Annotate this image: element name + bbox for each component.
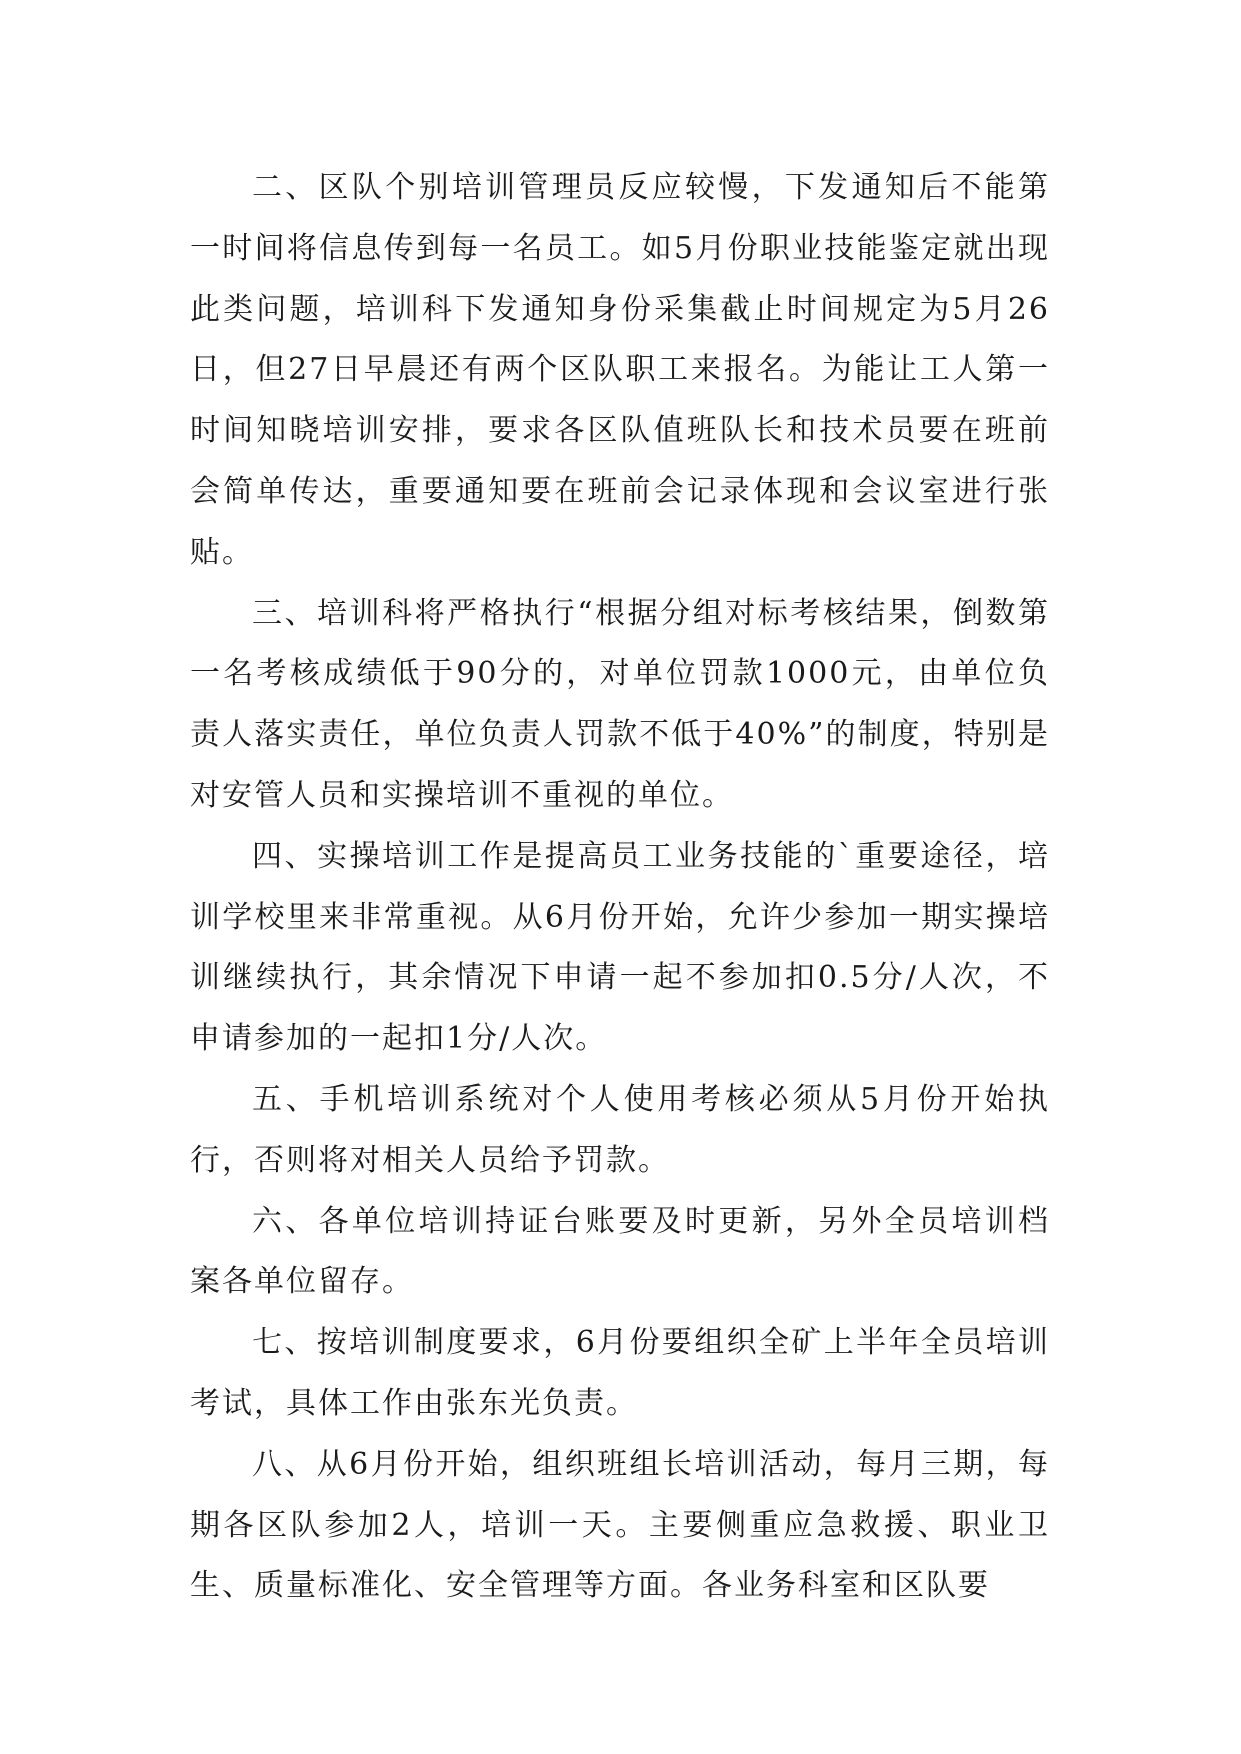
- document-body: [190, 158, 1050, 1617]
- paragraph-8: 八、从6月份开始，组织班组长培训活动，每月三期，每期各区队参加2人，培训一天。主要侧重应急救援、职业卫生、质量标准化、安全管理等方面。各业务科室和区队要: [190, 1446, 1050, 1604]
- paragraph-7: 七、按培训制度要求，6月份要组织全矿上半年全员培训考试，具体工作由张东光负责。: [190, 1325, 1050, 1421]
- paragraph-6: 六、各单位培训持证台账要及时更新，另外全员培训档案各单位留存。: [190, 1203, 1050, 1300]
- paragraph-3: 三、培训科将严格执行“根据分组对标考核结果，倒数第一名考核成绩低于90分的，对单位罚款1000元，由单位负责人落实责任，单位负责人罚款不低于40%”的制度，特别是对安管人员和实操培训不重视的单位。: [190, 595, 1050, 813]
- paragraph-5: 五、手机培训系统对个人使用考核必须从5月份开始执行，否则将对相关人员给予罚款。: [190, 1081, 1050, 1178]
- paragraph-2: 二、区队个别培训管理员反应较慢，下发通知后不能第一时间将信息传到每一名员工。如5月份职业技能鉴定就出现此类问题，培训科下发通知身份采集截止时间规定为5月26日，但27日早晨还有两个区队职工来报名。为能让工人第一时间知晓培训安排，要求各区队值班队长和技术员要在班前会简单传达，重要通知要在班前会记录体现和会议室进行张贴。: [190, 170, 1050, 570]
- paragraph-4: 四、实操培训工作是提高员工业务技能的`重要途径，培训学校里来非常重视。从6月份开始，允许少参加一期实操培训继续执行，其余情况下申请一起不参加扣0.5分/人次，不申请参加的一起扣1分/人次。: [190, 838, 1050, 1057]
